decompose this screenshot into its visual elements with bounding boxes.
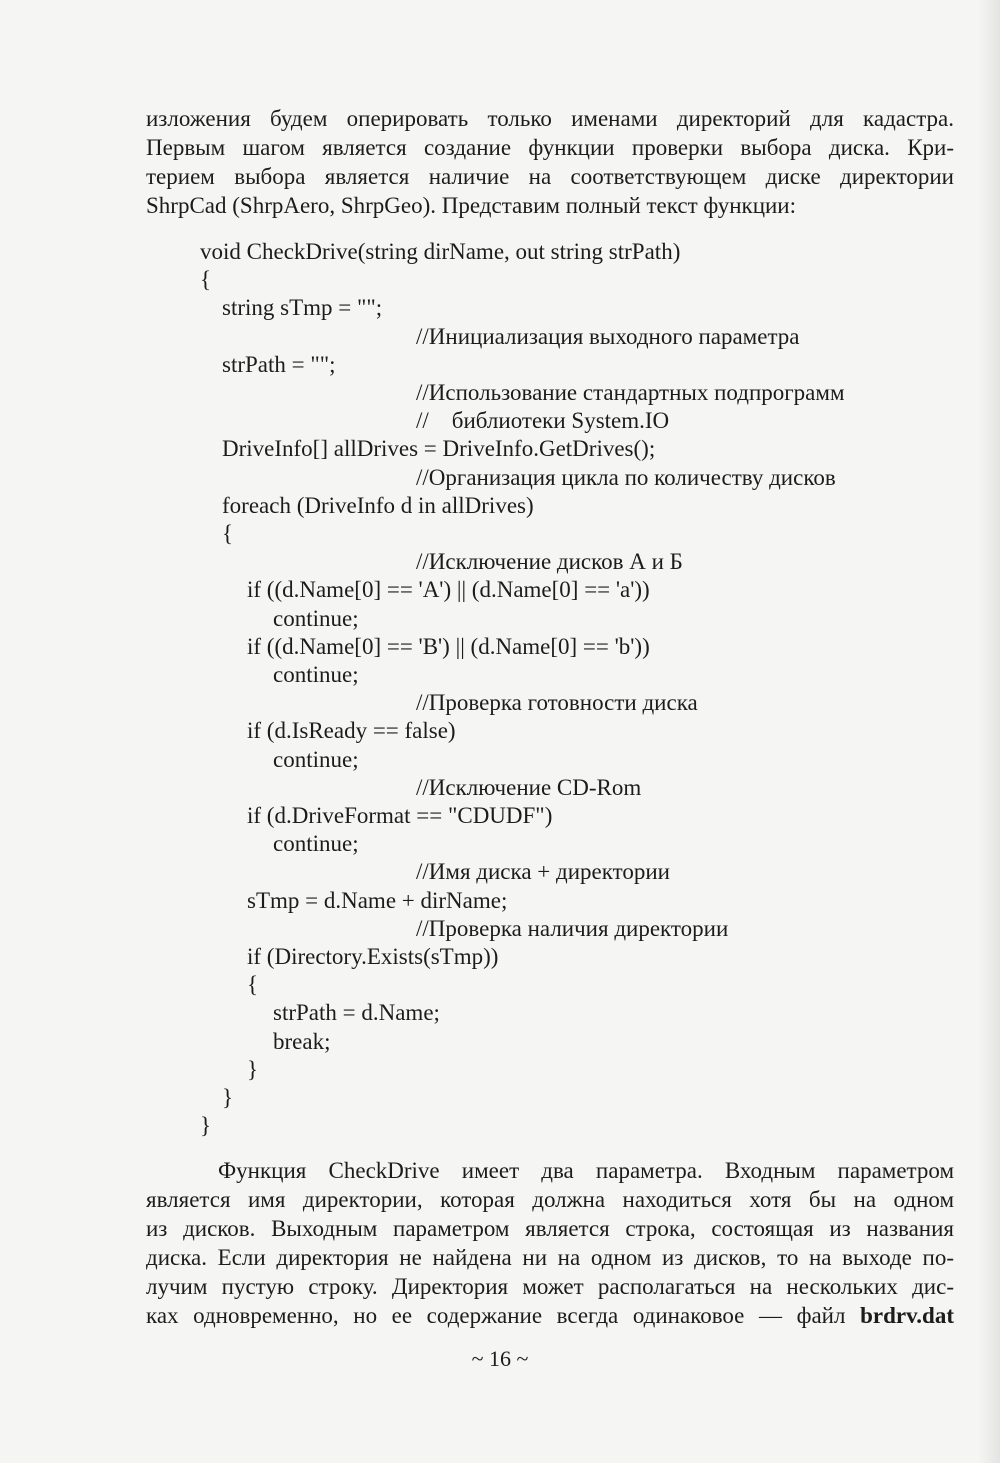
code-line: continue; xyxy=(273,662,359,687)
text-line: Первым шагом является создание функции проверки выбора диска. Кри- xyxy=(146,135,954,160)
text-line: терием выбора является наличие на соответствующем диске директории xyxy=(146,164,954,189)
code-line: strPath = d.Name; xyxy=(273,1000,440,1026)
code-line: { xyxy=(247,972,259,998)
text-line: ShrpCad (ShrpAero, ShrpGeo). Представим полный текст функции: xyxy=(146,193,797,218)
code-comment-line: //Проверка готовности диска xyxy=(416,690,698,716)
code-line: } xyxy=(200,1113,212,1139)
code-line: if ((d.Name[0] == 'B') || (d.Name[0] == 'b')) xyxy=(247,633,650,659)
text-line: является имя директории, которая должна находиться хотя бы на одном xyxy=(146,1187,954,1212)
code-line: continue; xyxy=(273,746,359,772)
code-line: if ((d.Name[0] == 'A') || (d.Name[0] == 'a')) xyxy=(247,577,650,603)
code-comment-line: //Использование стандартных подпрограмм xyxy=(416,380,845,405)
code-line: string sTmp = ""; xyxy=(222,295,383,321)
code-comment-line: //Проверка наличия директории xyxy=(416,915,729,941)
code-line: foreach (DriveInfo d in allDrives) xyxy=(222,492,534,518)
code-line: sTmp = d.Name + dirName; xyxy=(247,887,508,913)
code-comment-line: //Имя диска + директории xyxy=(416,859,670,885)
text-line-with-bold xyxy=(146,1301,954,1330)
code-line: break; xyxy=(273,1028,331,1054)
code-comment-line: //Инициализация выходного параметра xyxy=(416,323,800,349)
code-line: void CheckDrive(string dirName, out string strPath) xyxy=(200,239,681,264)
text-line: ках одновременно, но ее содержание всегда одинаковое — файл xyxy=(146,1303,846,1328)
code-line: continue; xyxy=(273,605,359,631)
text-line: из дисков. Выходным параметром является строка, состоящая из названия xyxy=(146,1216,954,1241)
bold-filename: brdrv.dat xyxy=(860,1303,954,1328)
code-line: if (Directory.Exists(sTmp)) xyxy=(247,944,499,969)
text-line: диска. Если директория не найдена ни на одном из дисков, то на выходе по- xyxy=(146,1245,954,1270)
code-line: } xyxy=(222,1085,234,1110)
page-number: ~ 16 ~ xyxy=(471,1346,529,1371)
code-comment-line: //Исключение CD-Rom xyxy=(416,774,642,800)
code-line: continue; xyxy=(273,831,359,857)
code-line: } xyxy=(247,1056,259,1082)
code-comment-line: //Исключение дисков А и Б xyxy=(416,549,683,575)
text-line: лучим пустую строку. Директория может располагаться на нескольких дис- xyxy=(146,1274,954,1299)
code-comment-line: //Организация цикла по количеству дисков xyxy=(416,464,836,490)
intro-paragraph xyxy=(146,104,954,220)
code-line: strPath = ""; xyxy=(222,351,336,377)
code-comment-line: // библиотеки System.IO xyxy=(416,408,670,434)
code-line: { xyxy=(222,521,234,546)
code-line: if (d.DriveFormat == "CDUDF") xyxy=(247,803,553,828)
text-line: изложения будем оперировать только именами директорий для кадастра. xyxy=(146,106,954,131)
code-line: DriveInfo[] allDrives = DriveInfo.GetDrives(); xyxy=(222,436,656,462)
text-line: Функция CheckDrive имеет два параметра. Входным параметром xyxy=(218,1158,954,1183)
code-line: { xyxy=(200,267,212,293)
page-edge-shadow xyxy=(978,0,1000,1463)
code-line: if (d.IsReady == false) xyxy=(247,718,456,744)
outro-paragraph xyxy=(146,1156,954,1330)
